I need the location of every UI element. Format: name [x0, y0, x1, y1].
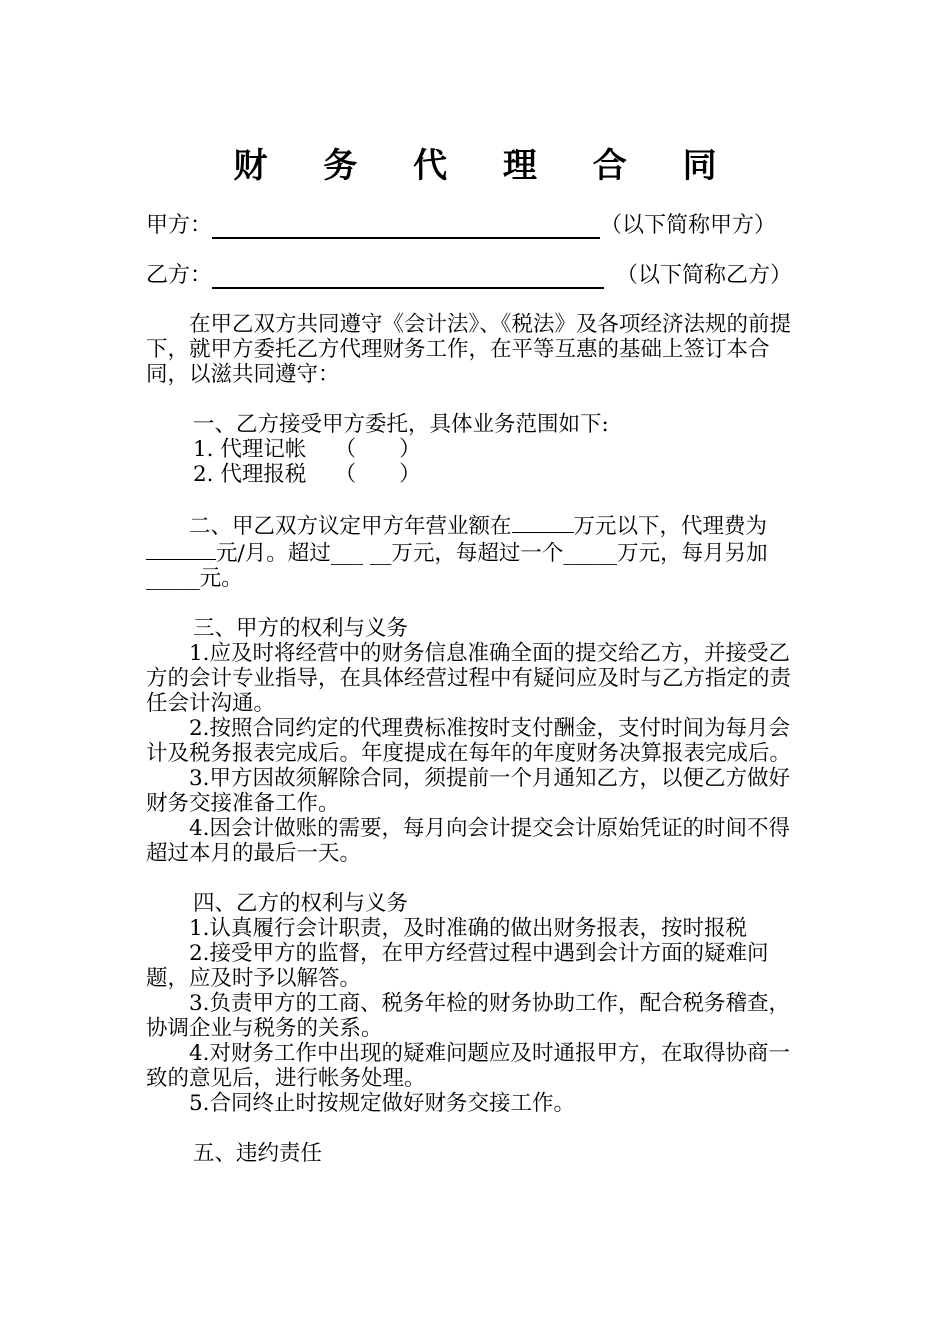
party-a-suffix: （以下简称甲方） — [600, 213, 777, 238]
section4-item-2: 2.接受甲方的监督，在甲方经营过程中遇到会计方面的疑难问题，应及时予以解答。 — [146, 941, 769, 991]
revenue-blank[interactable] — [512, 512, 574, 533]
section2-text — [146, 512, 806, 591]
fee-blank[interactable] — [146, 539, 216, 560]
section4-heading: 四、乙方的权利与义务 — [193, 891, 409, 916]
section5-heading: 五、违约责任 — [193, 1141, 323, 1166]
party-a-blank[interactable] — [212, 213, 600, 239]
party-a-line — [146, 208, 776, 239]
section2-part-c: 元/月。超过___ __万元，每超过一个_____万元，每月另加_____元。 — [146, 541, 768, 591]
section2-part-a: 二、甲乙双方议定甲方年营业额在 — [189, 514, 512, 539]
section4-item-1: 1.认真履行会计职责，及时准确的做出财务报表，按时报税 — [189, 916, 748, 941]
party-b-line — [146, 258, 792, 289]
section1-item-2: 2. 代理报税 （ ） — [193, 462, 421, 487]
section4-item-4: 4.对财务工作中出现的疑难问题应及时通报甲方，在取得协商一致的意见后，进行帐务处理。 — [146, 1041, 791, 1091]
section4-item-3: 3.负责甲方的工商、税务年检的财务协助工作，配合税务稽查，协调企业与税务的关系。 — [146, 991, 791, 1041]
section3-item-2: 2.按照合同约定的代理费标准按时支付酬金，支付时间为每月会计及税务报表完成后。年度提成在每年的年度财务决算报表完成后。 — [146, 716, 792, 766]
section3-heading: 三、甲方的权利与义务 — [193, 616, 409, 641]
party-a-label: 甲方： — [146, 213, 213, 238]
section3-item-3: 3.甲方因故须解除合同，须提前一个月通知乙方，以便乙方做好财务交接准备工作。 — [146, 766, 791, 816]
party-b-label: 乙方： — [146, 263, 213, 288]
party-b-blank[interactable] — [212, 263, 604, 289]
section3-item-1: 1.应及时将经营中的财务信息准确全面的提交给乙方，并接受乙方的会计专业指导，在具体经营过程中有疑问应及时与乙方指定的责任会计沟通。 — [146, 641, 792, 716]
contract-body — [146, 312, 806, 1166]
party-b-suffix: （以下简称乙方） — [616, 263, 793, 288]
section1-item-1: 1. 代理记帐 （ ） — [193, 437, 421, 462]
preamble: 在甲乙双方共同遵守《会计法》、《税法》及各项经济法规的前提下，就甲方委托乙方代理财务工作，在平等互惠的基础上签订本合同，以滋共同遵守： — [146, 312, 792, 387]
section3-item-4: 4.因会计做账的需要，每月向会计提交会计原始凭证的时间不得超过本月的最后一天。 — [146, 816, 791, 866]
page-title: 财 务 代 理 合 同 — [233, 146, 739, 186]
section1-heading: 一、乙方接受甲方委托，具体业务范围如下: — [193, 412, 609, 437]
section4-item-5: 5.合同终止时按规定做好财务交接工作。 — [189, 1091, 576, 1116]
section2-part-b: 万元以下，代理费为 — [573, 514, 768, 539]
